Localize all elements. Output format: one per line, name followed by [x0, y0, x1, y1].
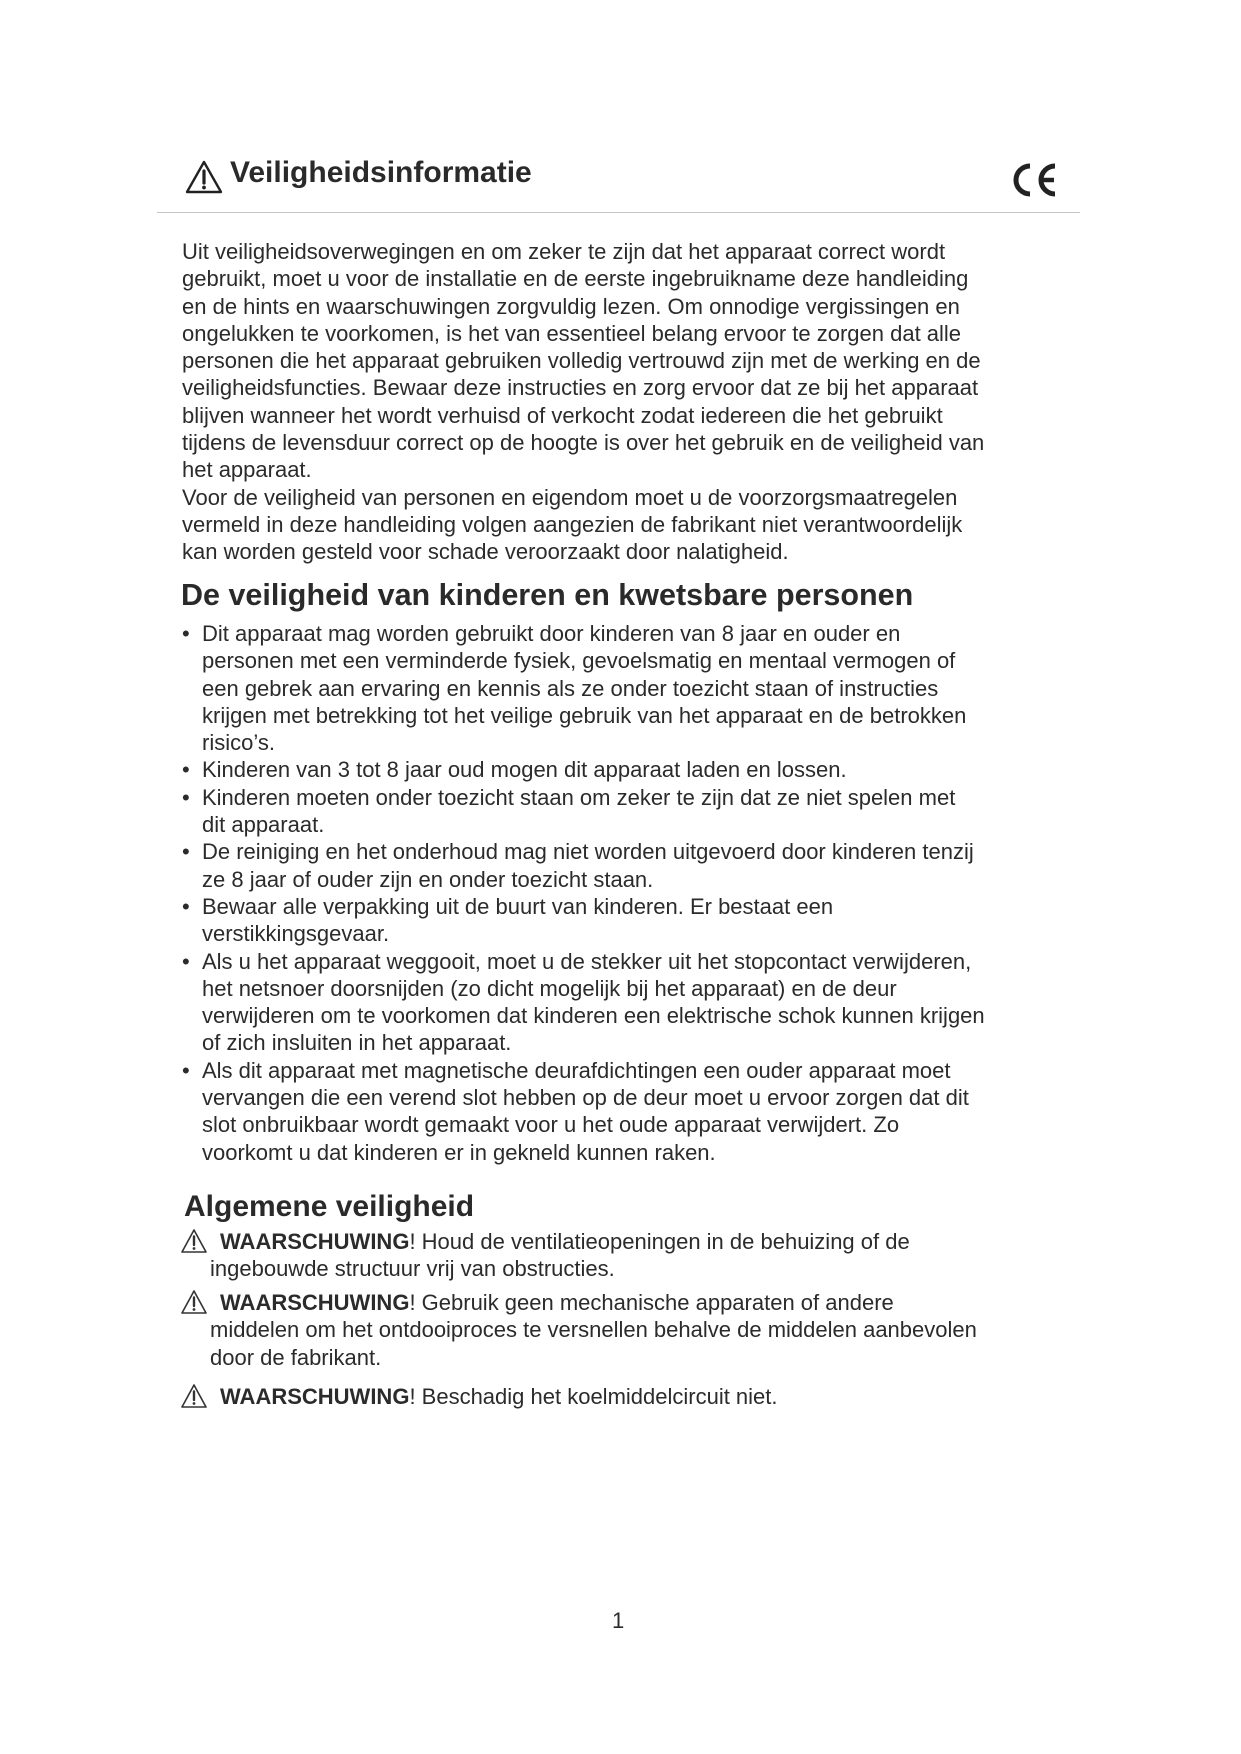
warning-line: ! Houd de ventilatieopeningen in de behuizing of de: [409, 1229, 910, 1254]
intro-line: veiligheidsfuncties. Bewaar deze instructies en zorg ervoor dat ze bij het apparaat: [182, 375, 979, 401]
list-item: [180, 838, 1080, 893]
bullet: •: [182, 893, 190, 919]
warning-triangle-icon: [185, 160, 223, 194]
warning-text: [220, 1289, 1080, 1316]
list-item-line: Als dit apparaat met magnetische deurafdichtingen een ouder apparaat moet: [202, 1057, 951, 1083]
intro-line: tijdens de levensduur correct op de hoogte is over het gebruik en de veiligheid van: [182, 430, 985, 456]
intro-line: en de hints en waarschuwingen zorgvuldig lezen. Om onnodige vergissingen en: [182, 293, 960, 319]
list-item-line: voorkomt u dat kinderen er in gekneld kunnen raken.: [202, 1139, 716, 1165]
list-item-line: personen met een verminderde fysiek, gevoelsmatig en mentaal vermogen of: [202, 648, 956, 674]
intro-line: kan worden gesteld voor schade veroorzaakt door nalatigheid.: [182, 539, 789, 565]
list-item: [180, 893, 1080, 948]
list-item-line: Bewaar alle verpakking uit de buurt van kinderen. Er bestaat een: [202, 893, 834, 919]
list-item-line: vervangen die een verend slot hebben op de deur moet u ervoor zorgen dat dit: [202, 1085, 969, 1111]
ce-mark-icon: [1010, 160, 1060, 200]
warning-line: middelen om het ontdooiproces te versnellen behalve de middelen aanbevolen: [210, 1317, 977, 1343]
list-item-line: Kinderen moeten onder toezicht staan om zeker te zijn dat ze niet spelen met: [202, 784, 956, 810]
list-item-line: Dit apparaat mag worden gebruikt door kinderen van 8 jaar en ouder en: [202, 621, 901, 646]
warning-line: ingebouwde structuur vrij van obstructies.: [210, 1256, 615, 1282]
intro-line: vermeld in deze handleiding volgen aangezien de fabrikant niet verantwoordelijk: [182, 511, 963, 537]
list-item: [180, 948, 1080, 1057]
intro-line: gebruikt, moet u voor de installatie en de eerste ingebruikname deze handleiding: [182, 266, 969, 292]
list-item-line: slot onbruikbaar wordt gemaakt voor u het oude apparaat verwijdert. Zo: [202, 1112, 900, 1138]
children-safety-heading: De veiligheid van kinderen en kwetsbare personen: [181, 578, 914, 612]
children-safety-list: [180, 620, 1080, 1166]
warning-line: door de fabrikant.: [210, 1344, 382, 1370]
bullet: •: [182, 1057, 190, 1083]
warning-text: [220, 1383, 1080, 1410]
page-header: [157, 150, 1080, 213]
intro-line: Voor de veiligheid van personen en eigendom moet u de voorzorgsmaatregelen: [182, 484, 958, 510]
list-item-line: een gebrek aan ervaring en kennis als ze onder toezicht staan of instructies: [202, 675, 939, 701]
bullet: •: [182, 784, 190, 810]
warning-triangle-icon: [180, 1228, 208, 1254]
intro-line: het apparaat.: [182, 457, 312, 483]
warning-triangle-icon: [180, 1289, 208, 1315]
bullet: •: [182, 757, 190, 783]
warning-label: WAARSCHUWING: [220, 1290, 410, 1315]
list-item-line: of zich insluiten in het apparaat.: [202, 1030, 512, 1056]
list-item-line: verstikkingsgevaar.: [202, 921, 390, 947]
list-item: [180, 756, 1080, 783]
page-number: 1: [612, 1608, 625, 1633]
bullet: •: [182, 948, 190, 974]
warning-line: ! Beschadig het koelmiddelcircuit niet.: [409, 1384, 778, 1409]
warning-continuation: [210, 1316, 1080, 1371]
intro-line: Uit veiligheidsoverwegingen en om zeker te zijn dat het apparaat correct wordt: [182, 239, 946, 264]
warning-continuation: [210, 1255, 1080, 1282]
list-item-line: risico’s.: [202, 730, 275, 756]
list-item: [180, 620, 1080, 756]
warning-label: WAARSCHUWING: [220, 1229, 410, 1254]
list-item-line: krijgen met betrekking tot het veilige gebruik van het apparaat en de betrokken: [202, 702, 967, 728]
intro-line: blijven wanneer het wordt verhuisd of verkocht zodat iedereen die het gebruikt: [182, 402, 943, 428]
list-item-line: verwijderen om te voorkomen dat kinderen een elektrische schok kunnen krijgen: [202, 1003, 985, 1029]
general-safety-heading: Algemene veiligheid: [184, 1190, 475, 1223]
list-item-line: Kinderen van 3 tot 8 jaar oud mogen dit apparaat laden en lossen.: [202, 757, 847, 783]
warning-label: WAARSCHUWING: [220, 1384, 410, 1409]
intro-line: ongelukken te voorkomen, is het van essentieel belang ervoor te zorgen dat alle: [182, 320, 962, 346]
list-item-line: ze 8 jaar of ouder zijn en onder toezicht staan.: [202, 866, 654, 892]
page-title: Veiligheidsinformatie: [230, 156, 532, 189]
warning-line: ! Gebruik geen mechanische apparaten of andere: [409, 1290, 894, 1315]
warning-text: [220, 1228, 1080, 1255]
list-item-line: De reiniging en het onderhoud mag niet worden uitgevoerd door kinderen tenzij: [202, 839, 974, 865]
list-item: [180, 1057, 1080, 1166]
list-item-line: Als u het apparaat weggooit, moet u de stekker uit het stopcontact verwijderen,: [202, 948, 972, 974]
list-item: [180, 784, 1080, 839]
bullet: •: [182, 839, 190, 865]
bullet: •: [182, 621, 190, 646]
list-item-line: dit apparaat.: [202, 812, 325, 838]
list-item-line: het netsnoer doorsnijden (zo dicht mogelijk bij het apparaat) en de deur: [202, 975, 897, 1001]
warning-triangle-icon: [180, 1383, 208, 1409]
intro-paragraph: [182, 238, 1082, 566]
intro-line: personen die het apparaat gebruiken volledig vertrouwd zijn met de werking en de: [182, 348, 981, 374]
